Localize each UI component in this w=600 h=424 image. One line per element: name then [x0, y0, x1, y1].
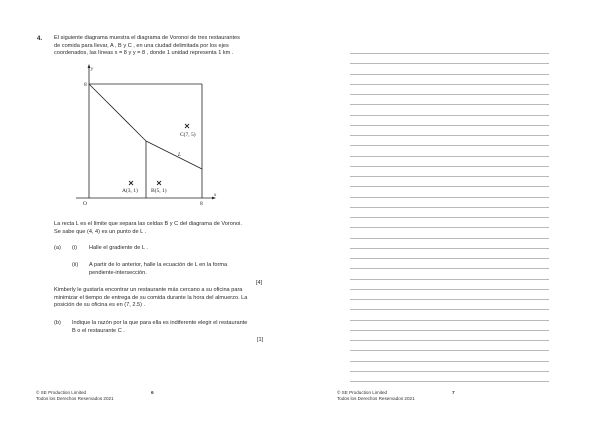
- part-b-text: [72, 320, 247, 335]
- right-footer: [337, 390, 415, 402]
- answer-line: [350, 104, 549, 105]
- y-tick-label: 8: [84, 82, 87, 88]
- part-b-line-1: Indique la razón por la que para ella es indiferente elegir el restaurante: [72, 320, 248, 326]
- answer-line: [350, 340, 549, 341]
- answer-line: [350, 197, 549, 198]
- answer-line: [350, 166, 549, 167]
- answer-line: [350, 381, 549, 382]
- answer-line: [350, 217, 549, 218]
- x-tick-label: 8: [200, 201, 203, 207]
- site-c-label: C(7, 5): [180, 132, 196, 138]
- answer-line: [350, 371, 549, 372]
- left-footer-rights: Todos los Derechos Reservados 2021: [36, 396, 114, 402]
- site-b-label: B(5, 1): [151, 188, 167, 194]
- mark-part-a: [4]: [256, 280, 263, 286]
- answer-line: [350, 84, 549, 85]
- answer-line: [350, 258, 549, 259]
- answer-line: [350, 125, 549, 126]
- site-c-marker: [185, 124, 189, 128]
- answer-line: [350, 289, 549, 290]
- part-a-ii-text: [89, 262, 227, 277]
- part-a-i-label: (i): [72, 245, 77, 251]
- intro-line-1: El siguiente diagrama muestra el diagrama de Voronoi de tres restaurantes: [54, 35, 240, 41]
- part-a-ii-label: (ii): [72, 262, 79, 268]
- right-footer-copyright: © SE Production Limited: [337, 390, 388, 395]
- answer-line: [350, 350, 549, 351]
- answer-line: [350, 361, 549, 362]
- intro-line-2: de comida para llevar, A , B y C , en una ciudad delimitada por los ejes: [54, 42, 229, 49]
- site-a-marker: [129, 181, 133, 185]
- context-text: [54, 287, 247, 310]
- axis-x-label: x: [214, 193, 217, 198]
- part-b-label: (b): [54, 320, 61, 326]
- right-footer-rights: Todos los Derechos Reservados 2021: [337, 396, 415, 402]
- part-a-i-text: Halle el gradiente de L .: [89, 245, 148, 251]
- after-diagram-text: [54, 221, 242, 236]
- answer-line: [350, 238, 549, 239]
- question-number: 4.: [37, 36, 43, 42]
- answer-line: [350, 186, 549, 187]
- y-axis-arrow: [88, 64, 91, 68]
- answer-line: [350, 176, 549, 177]
- answer-line: [350, 299, 549, 300]
- answer-line: [350, 145, 549, 146]
- after-diagram-line-1: La recta L es el límite que separa las celdas B y C del diagrama de Voronoi.: [54, 221, 242, 227]
- question-intro: [54, 35, 240, 58]
- part-a-ii-line-2: pendiente-intersección.: [89, 269, 147, 276]
- after-diagram-line-2: Se sabe que (4, 4) es un punto de L .: [54, 228, 147, 235]
- answer-line: [350, 330, 549, 331]
- part-b-line-2: B o el restaurante C .: [72, 327, 125, 334]
- answer-line: [350, 279, 549, 280]
- answer-line: [350, 53, 549, 54]
- answer-line: [350, 63, 549, 64]
- site-a-label: A(3, 1): [122, 188, 138, 194]
- answer-line: [350, 207, 549, 208]
- line-l-label: L: [178, 152, 182, 158]
- voronoi-edge-a-c: [89, 84, 146, 141]
- answer-line: [350, 227, 549, 228]
- context-line-2: minimizar el tiempo de entrega de su comida durante la hora del almuerzo. La: [54, 294, 248, 301]
- part-a-ii-line-1: A partir de lo anterior, halle la ecuación de L en la forma: [89, 262, 228, 268]
- answer-line: [350, 135, 549, 136]
- voronoi-diagram: [60, 60, 230, 210]
- intro-line-3: coordenados, las líneas x = 8 y y = 8 , donde 1 unidad representa 1 km .: [54, 50, 234, 57]
- context-line-3: posición de su oficina es en (7, 2.5) .: [54, 302, 146, 309]
- answer-line: [350, 115, 549, 116]
- mark-part-b: [1]: [257, 337, 264, 343]
- answer-line: [350, 74, 549, 75]
- answer-line: [350, 268, 549, 269]
- answer-line: [350, 248, 549, 249]
- answer-line: [350, 320, 549, 321]
- right-page-number: 7: [452, 391, 455, 396]
- answer-line: [350, 156, 549, 157]
- left-footer: [36, 390, 114, 402]
- answer-line: [350, 94, 549, 95]
- site-b-marker: [157, 181, 161, 185]
- left-footer-copyright: © SE Production Limited: [36, 390, 87, 395]
- axis-y-label: y: [91, 67, 94, 72]
- context-line-1: Kimberly le gustaría encontrar un restaurante más cercano a su oficina para: [54, 287, 243, 293]
- voronoi-edge-l: [146, 141, 202, 169]
- origin-label: O: [83, 201, 87, 207]
- left-page-number: 6: [151, 391, 154, 396]
- part-a-label: (a): [54, 245, 61, 251]
- answer-line: [350, 309, 549, 310]
